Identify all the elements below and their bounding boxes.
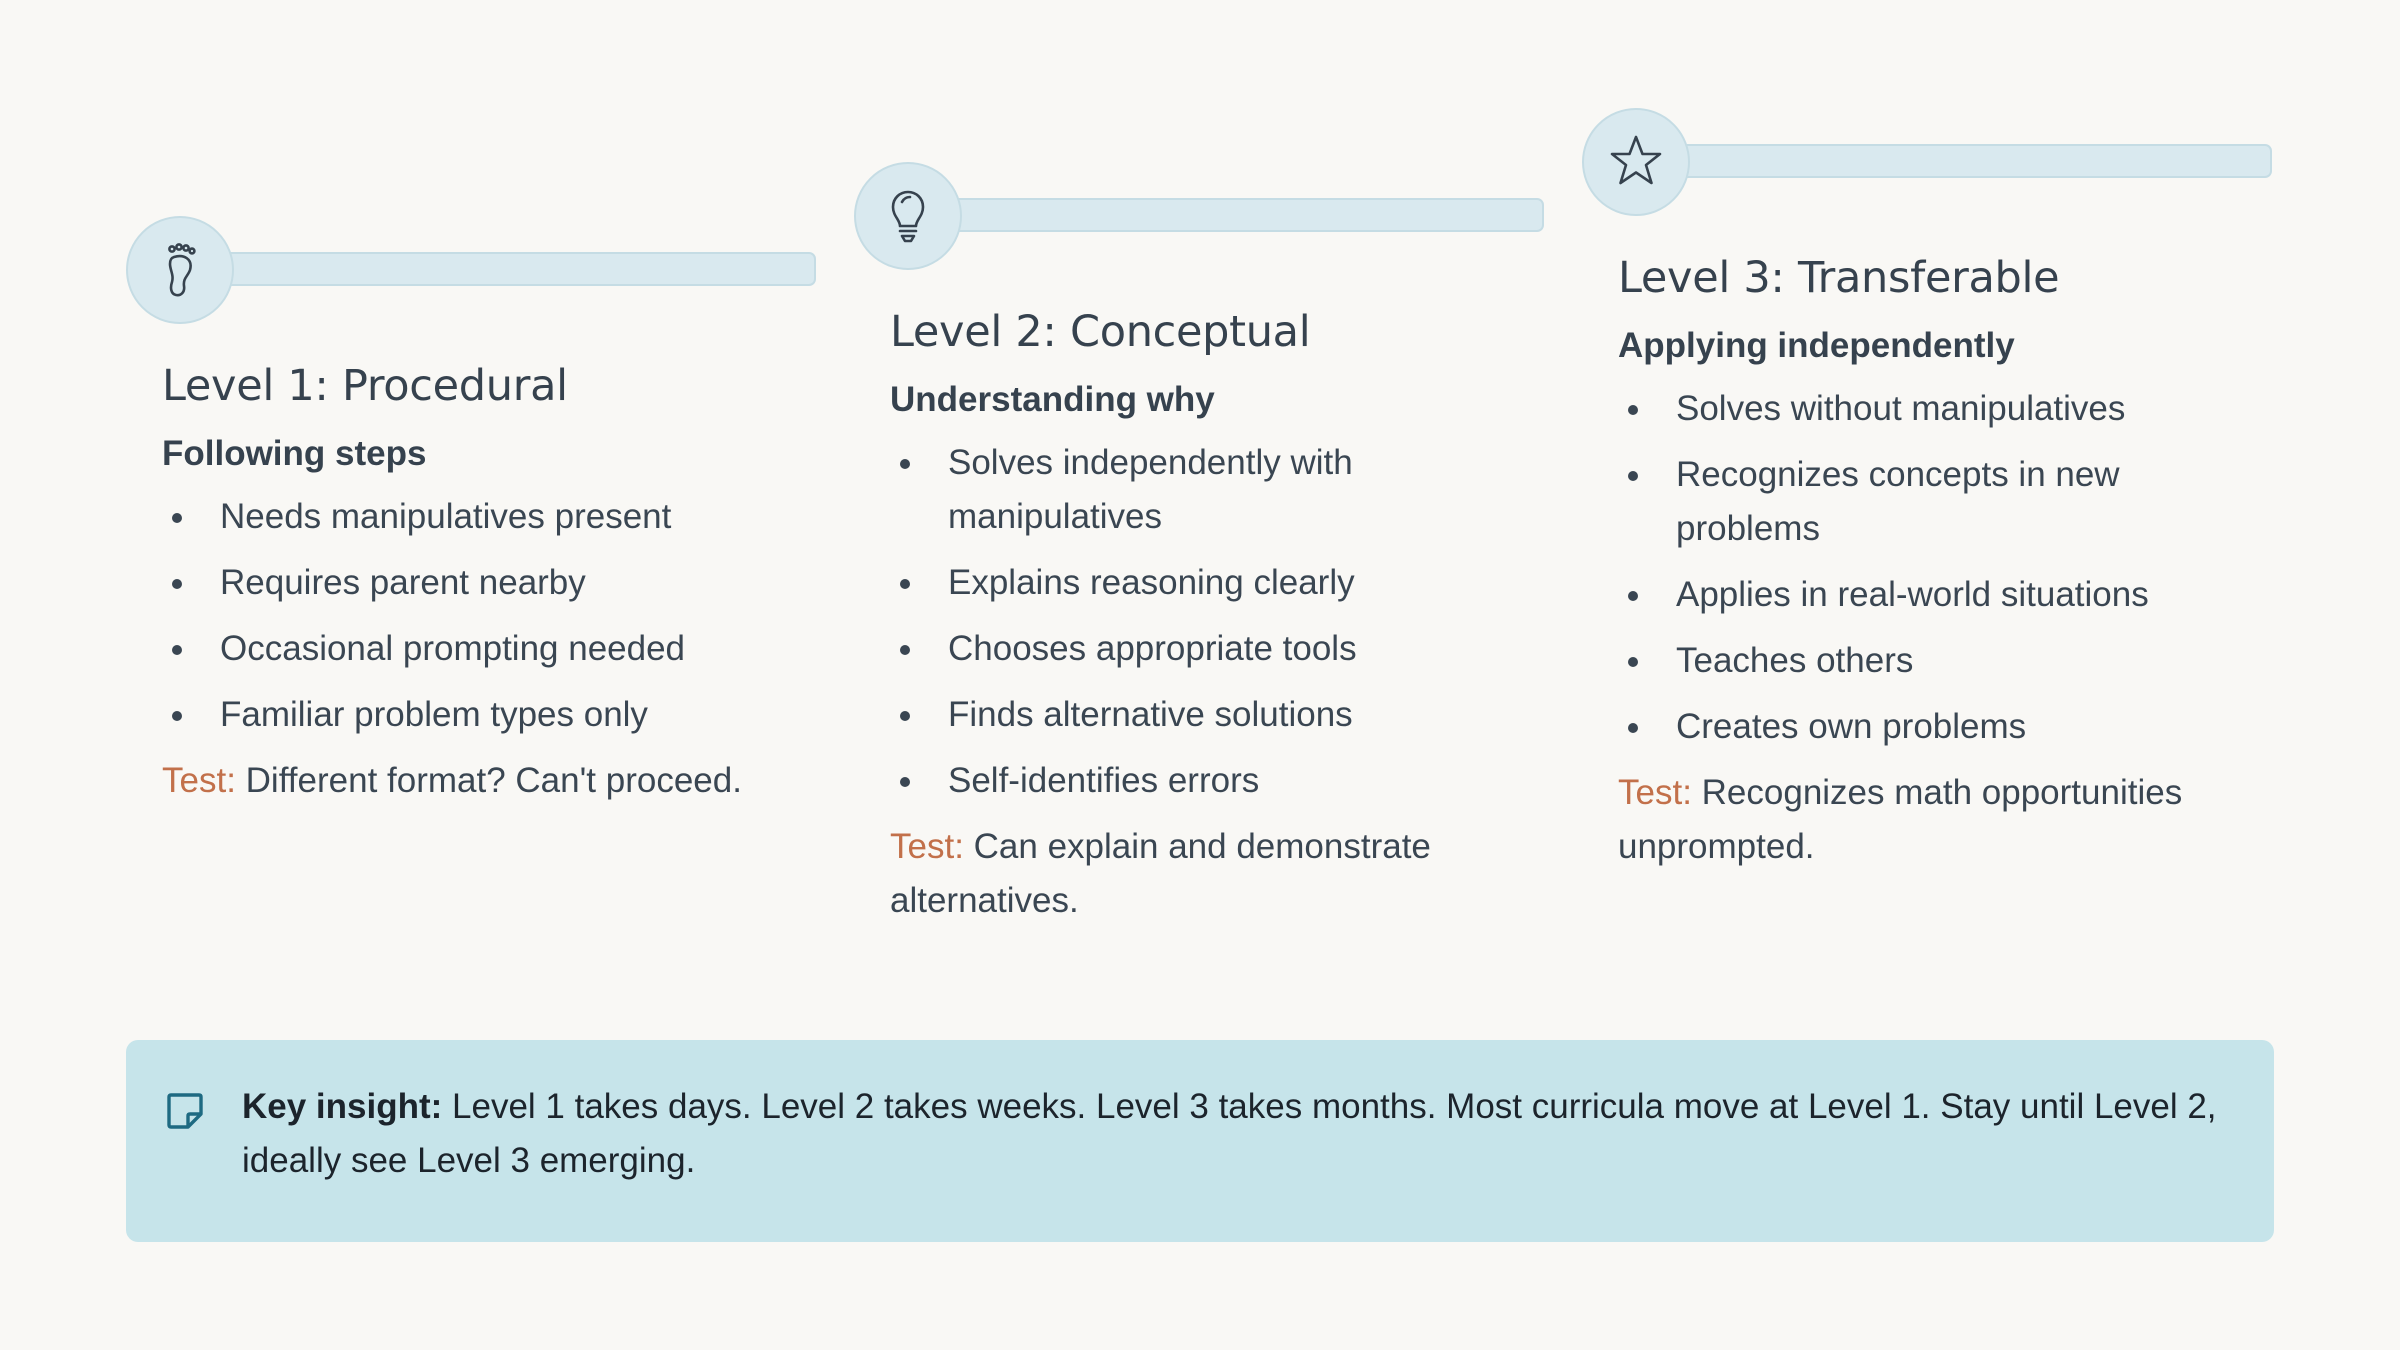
test-text: Different format? Can't proceed. — [235, 761, 742, 800]
test-label: Test: — [162, 761, 236, 800]
list-item-text: Self-identifies errors — [948, 761, 1260, 800]
list-item — [1618, 700, 2272, 754]
list-item — [1618, 448, 2272, 556]
list-item-text: Creates own problems — [1676, 707, 2027, 746]
key-insight-callout — [126, 1040, 2274, 1242]
level-3-list — [1618, 382, 2272, 754]
bullet-icon — [900, 777, 910, 787]
level-3-test — [1618, 766, 2272, 874]
bullet-icon — [1628, 591, 1638, 601]
list-item — [162, 688, 816, 742]
list-item — [890, 556, 1544, 610]
list-item-text: Needs manipulatives present — [220, 497, 672, 536]
list-item-text: Chooses appropriate tools — [948, 629, 1357, 668]
list-item-text: Teaches others — [1676, 641, 1914, 680]
list-item — [890, 754, 1544, 808]
bullet-icon — [900, 459, 910, 469]
lightbulb-icon — [878, 186, 938, 246]
bullet-icon — [1628, 471, 1638, 481]
bullet-icon — [1628, 657, 1638, 667]
bullet-icon — [172, 513, 182, 523]
bullet-icon — [900, 711, 910, 721]
level-1-subtitle: Following steps — [162, 434, 427, 473]
level-1-content — [162, 356, 816, 808]
list-item-text: Familiar problem types only — [220, 695, 648, 734]
list-item-text: Finds alternative solutions — [948, 695, 1353, 734]
level-2-content — [890, 302, 1544, 928]
level-2-icon-badge — [854, 162, 962, 270]
level-2-progress-bar — [944, 198, 1544, 232]
bullet-icon — [172, 645, 182, 655]
list-item-text: Occasional prompting needed — [220, 629, 686, 668]
list-item-text: Applies in real-world situations — [1676, 575, 2149, 614]
level-1-test — [162, 754, 816, 808]
bullet-icon — [172, 711, 182, 721]
list-item-text: Solves independently with manipulatives — [948, 443, 1353, 536]
list-item — [1618, 634, 2272, 688]
bullet-icon — [1628, 723, 1638, 733]
star-icon — [1606, 132, 1666, 192]
bullet-icon — [900, 579, 910, 589]
level-1-list — [162, 490, 816, 742]
list-item-text: Explains reasoning clearly — [948, 563, 1355, 602]
level-3-content — [1618, 248, 2272, 874]
level-1-progress-track — [126, 216, 816, 324]
level-1-progress-bar — [216, 252, 816, 286]
note-icon — [164, 1090, 206, 1132]
list-item — [162, 490, 816, 544]
level-3-icon-badge — [1582, 108, 1690, 216]
key-insight-body: Level 1 takes days. Level 2 takes weeks. Level 3 takes months. Most curricula move at Level 1. Stay until Level 2, ideally see Level 3 emerging. — [242, 1087, 2217, 1180]
footprint-icon — [150, 240, 210, 300]
list-item — [162, 556, 816, 610]
list-item-text: Recognizes concepts in new problems — [1676, 455, 2120, 548]
level-1-icon-badge — [126, 216, 234, 324]
level-3-title: Level 3: Transferable — [1618, 253, 2060, 303]
list-item-text: Solves without manipulatives — [1676, 389, 2126, 428]
list-item — [1618, 568, 2272, 622]
level-2-test — [890, 820, 1544, 928]
test-label: Test: — [1618, 773, 1692, 812]
bullet-icon — [900, 645, 910, 655]
level-3-progress-bar — [1672, 144, 2272, 178]
test-text: Recognizes math opportunities unprompted. — [1618, 773, 2183, 866]
test-text: Can explain and demonstrate alternatives. — [890, 827, 1431, 920]
list-item — [1618, 382, 2272, 436]
level-2-list — [890, 436, 1544, 808]
bullet-icon — [1628, 405, 1638, 415]
level-1-title: Level 1: Procedural — [162, 361, 568, 411]
bullet-icon — [172, 579, 182, 589]
level-3-progress-track — [1582, 108, 2272, 216]
list-item — [890, 688, 1544, 742]
test-label: Test: — [890, 827, 964, 866]
key-insight-label: Key insight: — [242, 1087, 443, 1126]
list-item-text: Requires parent nearby — [220, 563, 586, 602]
level-2-progress-track — [854, 162, 1544, 270]
list-item — [890, 436, 1544, 544]
level-2-title: Level 2: Conceptual — [890, 307, 1311, 357]
level-2-subtitle: Understanding why — [890, 380, 1215, 419]
key-insight-text — [242, 1080, 2242, 1188]
list-item — [890, 622, 1544, 676]
list-item — [162, 622, 816, 676]
level-3-subtitle: Applying independently — [1618, 326, 2015, 365]
